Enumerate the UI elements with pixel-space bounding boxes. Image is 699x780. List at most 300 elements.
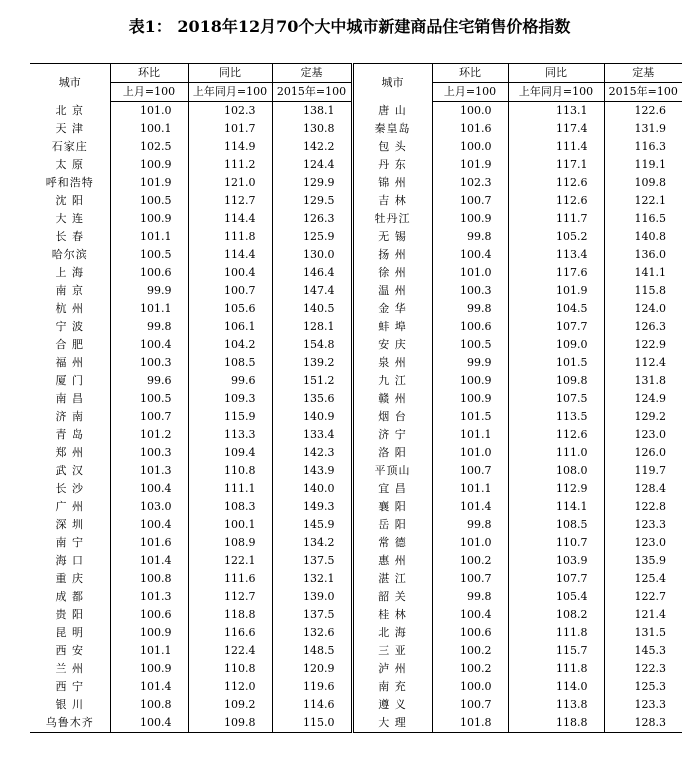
- yoy-cell: 107.7: [508, 318, 604, 336]
- mom-cell: 100.7: [432, 192, 508, 210]
- base-cell: 122.9: [634, 338, 666, 351]
- mom-cell: 101.4: [110, 678, 188, 696]
- mom-cell: 100.2: [432, 660, 508, 678]
- yoy-cell: 109.8: [188, 714, 272, 733]
- base-cell: 138.1: [272, 102, 352, 121]
- city-cell: 太 原: [30, 156, 110, 174]
- mom-cell: 100.3: [110, 444, 188, 462]
- table-row: [30, 606, 682, 624]
- col-city-header-left: 城市: [30, 64, 110, 102]
- mom-cell: 99.9: [432, 354, 508, 372]
- yoy-cell: 111.2: [188, 156, 272, 174]
- mom-cell: 100.3: [110, 354, 188, 372]
- mom-cell: 100.9: [110, 156, 188, 174]
- table-row: [30, 588, 682, 606]
- city-cell: 西 宁: [30, 678, 110, 696]
- mom-cell: 100.7: [432, 696, 508, 714]
- mom-cell: 101.6: [110, 534, 188, 552]
- col-mom-sub-left: 上月=100: [110, 83, 188, 102]
- col-base-header-left: 定基: [272, 64, 352, 83]
- city-cell: 九 江: [352, 372, 432, 390]
- yoy-cell: 118.8: [188, 606, 272, 624]
- yoy-cell: 117.1: [508, 156, 604, 174]
- table-row: [30, 174, 682, 192]
- yoy-cell: 105.2: [508, 228, 604, 246]
- yoy-cell: 110.8: [188, 462, 272, 480]
- mom-cell: 99.8: [432, 300, 508, 318]
- city-cell: 惠 州: [352, 552, 432, 570]
- table-row: [30, 696, 682, 714]
- mom-cell: 100.0: [432, 138, 508, 156]
- table-row: [30, 318, 682, 336]
- mom-cell: 100.4: [110, 714, 188, 733]
- yoy-cell: 113.1: [508, 102, 604, 121]
- mom-cell: 100.6: [432, 624, 508, 642]
- mom-cell: 100.4: [110, 480, 188, 498]
- mom-cell: 101.1: [110, 642, 188, 660]
- yoy-cell: 106.1: [188, 318, 272, 336]
- city-cell: 济 宁: [352, 426, 432, 444]
- mom-cell: 100.8: [110, 696, 188, 714]
- base-cell: 130.0: [272, 246, 352, 264]
- base-cell: 128.3: [604, 714, 682, 733]
- yoy-cell: 111.4: [508, 138, 604, 156]
- table-row: [30, 192, 682, 210]
- mom-cell: 100.9: [110, 624, 188, 642]
- yoy-cell: 112.7: [188, 588, 272, 606]
- mom-cell: 101.3: [110, 462, 188, 480]
- base-cell: 133.4: [272, 426, 352, 444]
- yoy-cell: 100.1: [188, 516, 272, 534]
- col-base-header-right: 定基: [604, 64, 682, 83]
- table-row: [30, 444, 682, 462]
- mom-cell: 100.1: [110, 120, 188, 138]
- yoy-cell: 109.8: [508, 372, 604, 390]
- base-cell: 135.6: [272, 390, 352, 408]
- base-cell: 124.4: [272, 156, 352, 174]
- city-cell: 长 沙: [30, 480, 110, 498]
- yoy-cell: 107.5: [508, 390, 604, 408]
- city-cell: 乌鲁木齐: [30, 714, 110, 733]
- base-cell: 109.8: [634, 176, 666, 189]
- yoy-cell: 100.4: [188, 264, 272, 282]
- city-cell: 昆 明: [30, 624, 110, 642]
- yoy-cell: 99.6: [188, 372, 272, 390]
- base-cell: 142.2: [272, 138, 352, 156]
- mom-cell: 101.4: [110, 552, 188, 570]
- city-cell: 平顶山: [352, 462, 432, 480]
- city-cell: 北 海: [352, 624, 432, 642]
- mom-cell: 101.0: [432, 264, 508, 282]
- city-cell: 海 口: [30, 552, 110, 570]
- city-cell: 兰 州: [30, 660, 110, 678]
- city-cell: 青 岛: [30, 426, 110, 444]
- col-yoy-header-right: 同比: [508, 64, 604, 83]
- mom-cell: 100.4: [432, 606, 508, 624]
- mom-cell: 101.3: [110, 588, 188, 606]
- mom-cell: 101.2: [110, 426, 188, 444]
- city-cell: 洛 阳: [352, 444, 432, 462]
- base-cell: 129.5: [272, 192, 352, 210]
- table-row: [30, 282, 682, 300]
- city-cell: 西 安: [30, 642, 110, 660]
- page-title: 表1： 2018年12月70个大中城市新建商品住宅销售价格指数: [128, 17, 571, 36]
- yoy-cell: 108.5: [508, 516, 604, 534]
- yoy-cell: 115.9: [188, 408, 272, 426]
- yoy-cell: 111.8: [188, 228, 272, 246]
- table-row: [30, 300, 682, 318]
- city-cell: 锦 州: [352, 174, 432, 192]
- base-cell: 122.1: [634, 194, 666, 207]
- base-cell: 125.3: [634, 680, 666, 693]
- mom-cell: 101.0: [110, 102, 188, 121]
- table-body: [30, 102, 682, 733]
- table-row: [30, 210, 682, 228]
- mom-cell: 99.9: [110, 282, 188, 300]
- city-cell: 厦 门: [30, 372, 110, 390]
- city-cell: 北 京: [30, 102, 110, 121]
- yoy-cell: 115.7: [508, 642, 604, 660]
- table-row: [30, 498, 682, 516]
- yoy-cell: 122.4: [188, 642, 272, 660]
- mom-cell: 99.8: [432, 228, 508, 246]
- yoy-cell: 101.9: [508, 282, 604, 300]
- mom-cell: 101.6: [432, 120, 508, 138]
- yoy-cell: 112.9: [508, 480, 604, 498]
- base-cell: 119.7: [634, 464, 666, 477]
- base-cell: 140.5: [272, 300, 352, 318]
- yoy-cell: 112.6: [508, 174, 604, 192]
- mom-cell: 100.4: [432, 246, 508, 264]
- city-cell: 宜 昌: [352, 480, 432, 498]
- table-row: [30, 246, 682, 264]
- yoy-cell: 109.3: [188, 390, 272, 408]
- city-cell: 岳 阳: [352, 516, 432, 534]
- table-row: [30, 390, 682, 408]
- yoy-cell: 102.3: [188, 102, 272, 121]
- yoy-cell: 113.3: [188, 426, 272, 444]
- yoy-cell: 113.8: [508, 696, 604, 714]
- city-cell: 合 肥: [30, 336, 110, 354]
- yoy-cell: 108.3: [188, 498, 272, 516]
- city-cell: 长 春: [30, 228, 110, 246]
- city-cell: 安 庆: [352, 336, 432, 354]
- city-cell: 银 川: [30, 696, 110, 714]
- base-cell: 123.0: [634, 536, 666, 549]
- table-row: [30, 426, 682, 444]
- city-cell: 广 州: [30, 498, 110, 516]
- base-cell: 121.4: [634, 608, 666, 621]
- base-cell: 123.3: [634, 698, 666, 711]
- city-cell: 南 昌: [30, 390, 110, 408]
- yoy-cell: 112.6: [508, 426, 604, 444]
- base-cell: 129.9: [272, 174, 352, 192]
- table-row: [30, 552, 682, 570]
- mom-cell: 100.6: [432, 318, 508, 336]
- city-cell: 南 京: [30, 282, 110, 300]
- table-row: [30, 354, 682, 372]
- yoy-cell: 108.2: [508, 606, 604, 624]
- base-cell: 136.0: [634, 248, 666, 261]
- mom-cell: 100.5: [432, 336, 508, 354]
- yoy-cell: 101.7: [188, 120, 272, 138]
- base-cell: 123.3: [634, 518, 666, 531]
- mom-cell: 100.4: [110, 516, 188, 534]
- mom-cell: 100.9: [432, 372, 508, 390]
- mom-cell: 99.8: [432, 516, 508, 534]
- yoy-cell: 116.6: [188, 624, 272, 642]
- base-cell: 114.6: [272, 696, 352, 714]
- yoy-cell: 111.7: [508, 210, 604, 228]
- base-cell: 116.5: [634, 212, 666, 225]
- city-cell: 温 州: [352, 282, 432, 300]
- table-row: [30, 714, 682, 733]
- col-mom-header-right: 环比: [432, 64, 508, 83]
- yoy-cell: 122.1: [188, 552, 272, 570]
- base-cell: 132.6: [272, 624, 352, 642]
- mom-cell: 100.5: [110, 246, 188, 264]
- base-cell: 137.5: [272, 606, 352, 624]
- mom-cell: 101.1: [432, 426, 508, 444]
- mom-cell: 100.0: [432, 102, 508, 121]
- yoy-cell: 103.9: [508, 552, 604, 570]
- yoy-cell: 108.5: [188, 354, 272, 372]
- base-cell: 120.9: [272, 660, 352, 678]
- yoy-cell: 121.0: [188, 174, 272, 192]
- city-cell: 三 亚: [352, 642, 432, 660]
- col-mom-sub-right: 上月=100: [432, 83, 508, 102]
- city-cell: 泉 州: [352, 354, 432, 372]
- yoy-cell: 108.9: [188, 534, 272, 552]
- yoy-cell: 109.2: [188, 696, 272, 714]
- table-row: [30, 480, 682, 498]
- yoy-cell: 113.4: [508, 246, 604, 264]
- mom-cell: 101.0: [432, 444, 508, 462]
- city-cell: 武 汉: [30, 462, 110, 480]
- yoy-cell: 100.7: [188, 282, 272, 300]
- city-cell: 襄 阳: [352, 498, 432, 516]
- mom-cell: 100.3: [432, 282, 508, 300]
- base-cell: 154.8: [272, 336, 352, 354]
- base-cell: 112.4: [634, 356, 666, 369]
- base-cell: 137.5: [272, 552, 352, 570]
- table-row: [30, 372, 682, 390]
- base-cell: 139.2: [272, 354, 352, 372]
- yoy-cell: 105.6: [188, 300, 272, 318]
- yoy-cell: 104.2: [188, 336, 272, 354]
- city-cell: 南 充: [352, 678, 432, 696]
- city-cell: 济 南: [30, 408, 110, 426]
- base-cell: 140.8: [634, 230, 666, 243]
- yoy-cell: 104.5: [508, 300, 604, 318]
- base-cell: 129.2: [634, 410, 666, 423]
- city-cell: 湛 江: [352, 570, 432, 588]
- base-cell: 131.9: [634, 122, 666, 135]
- city-cell: 赣 州: [352, 390, 432, 408]
- mom-cell: 100.6: [110, 606, 188, 624]
- mom-cell: 100.9: [110, 660, 188, 678]
- city-cell: 蚌 埠: [352, 318, 432, 336]
- city-cell: 石家庄: [30, 138, 110, 156]
- yoy-cell: 114.1: [508, 498, 604, 516]
- base-cell: 131.8: [634, 374, 666, 387]
- city-cell: 杭 州: [30, 300, 110, 318]
- mom-cell: 100.7: [110, 408, 188, 426]
- city-cell: 宁 波: [30, 318, 110, 336]
- base-cell: 128.1: [272, 318, 352, 336]
- base-cell: 141.1: [634, 266, 666, 279]
- col-base-sub-right: 2015年=100: [604, 83, 682, 102]
- table-row: [30, 408, 682, 426]
- base-cell: 128.4: [634, 482, 666, 495]
- col-mom-header-left: 环比: [110, 64, 188, 83]
- mom-cell: 100.7: [432, 462, 508, 480]
- mom-cell: 102.5: [110, 138, 188, 156]
- base-cell: 130.8: [272, 120, 352, 138]
- col-city-header-right: 城市: [352, 64, 432, 102]
- mom-cell: 100.5: [110, 390, 188, 408]
- mom-cell: 101.4: [432, 498, 508, 516]
- table-row: [30, 336, 682, 354]
- base-cell: 145.9: [272, 516, 352, 534]
- mom-cell: 103.0: [110, 498, 188, 516]
- table-row: [30, 660, 682, 678]
- base-cell: 131.5: [634, 626, 666, 639]
- city-cell: 大 连: [30, 210, 110, 228]
- table-row: [30, 678, 682, 696]
- city-cell: 哈尔滨: [30, 246, 110, 264]
- col-yoy-sub-left: 上年同月=100: [188, 83, 272, 102]
- base-cell: 115.8: [634, 284, 666, 297]
- city-cell: 吉 林: [352, 192, 432, 210]
- base-cell: 126.3: [272, 210, 352, 228]
- mom-cell: 99.8: [110, 318, 188, 336]
- table-row: [30, 624, 682, 642]
- base-cell: 119.6: [272, 678, 352, 696]
- yoy-cell: 111.6: [188, 570, 272, 588]
- city-cell: 深 圳: [30, 516, 110, 534]
- base-cell: 146.4: [272, 264, 352, 282]
- table-row: [30, 570, 682, 588]
- price-index-table: [30, 63, 682, 733]
- city-cell: 沈 阳: [30, 192, 110, 210]
- city-cell: 贵 阳: [30, 606, 110, 624]
- yoy-cell: 114.4: [188, 210, 272, 228]
- mom-cell: 101.5: [432, 408, 508, 426]
- table-row: [30, 534, 682, 552]
- city-cell: 桂 林: [352, 606, 432, 624]
- base-cell: 140.9: [272, 408, 352, 426]
- yoy-cell: 117.6: [508, 264, 604, 282]
- base-cell: 140.0: [272, 480, 352, 498]
- mom-cell: 101.8: [432, 714, 508, 733]
- base-cell: 124.0: [634, 302, 666, 315]
- table-row: [30, 120, 682, 138]
- city-cell: 遵 义: [352, 696, 432, 714]
- city-cell: 大 理: [352, 714, 432, 733]
- mom-cell: 101.9: [432, 156, 508, 174]
- yoy-cell: 109.0: [508, 336, 604, 354]
- mom-cell: 100.9: [432, 390, 508, 408]
- base-cell: 116.3: [634, 140, 666, 153]
- mom-cell: 101.1: [432, 480, 508, 498]
- yoy-cell: 114.0: [508, 678, 604, 696]
- base-cell: 119.1: [634, 158, 666, 171]
- city-cell: 徐 州: [352, 264, 432, 282]
- header-row-top: [30, 64, 682, 83]
- table-row: [30, 516, 682, 534]
- city-cell: 天 津: [30, 120, 110, 138]
- mom-cell: 101.1: [110, 300, 188, 318]
- mom-cell: 100.9: [432, 210, 508, 228]
- col-yoy-sub-right: 上年同月=100: [508, 83, 604, 102]
- yoy-cell: 114.4: [188, 246, 272, 264]
- mom-cell: 100.2: [432, 642, 508, 660]
- base-cell: 126.3: [634, 320, 666, 333]
- base-cell: 126.0: [634, 446, 666, 459]
- base-cell: 135.9: [634, 554, 666, 567]
- mom-cell: 101.1: [110, 228, 188, 246]
- city-cell: 烟 台: [352, 408, 432, 426]
- city-cell: 牡丹江: [352, 210, 432, 228]
- base-cell: 143.9: [272, 462, 352, 480]
- mom-cell: 101.0: [432, 534, 508, 552]
- base-cell: 125.4: [634, 572, 666, 585]
- city-cell: 成 都: [30, 588, 110, 606]
- city-cell: 秦皇岛: [352, 120, 432, 138]
- yoy-cell: 108.0: [508, 462, 604, 480]
- city-cell: 福 州: [30, 354, 110, 372]
- table-row: [30, 156, 682, 174]
- table-row: [30, 264, 682, 282]
- yoy-cell: 111.8: [508, 660, 604, 678]
- mom-cell: 100.7: [432, 570, 508, 588]
- city-cell: 郑 州: [30, 444, 110, 462]
- city-cell: 扬 州: [352, 246, 432, 264]
- base-cell: 132.1: [272, 570, 352, 588]
- table-row: [30, 228, 682, 246]
- yoy-cell: 101.5: [508, 354, 604, 372]
- yoy-cell: 111.1: [188, 480, 272, 498]
- base-cell: 122.7: [634, 590, 666, 603]
- city-cell: 常 德: [352, 534, 432, 552]
- yoy-cell: 117.4: [508, 120, 604, 138]
- city-cell: 南 宁: [30, 534, 110, 552]
- yoy-cell: 113.5: [508, 408, 604, 426]
- city-cell: 丹 东: [352, 156, 432, 174]
- base-cell: 122.8: [634, 500, 666, 513]
- base-cell: 145.3: [634, 644, 666, 657]
- mom-cell: 99.8: [432, 588, 508, 606]
- yoy-cell: 107.7: [508, 570, 604, 588]
- yoy-cell: 112.6: [508, 192, 604, 210]
- base-cell: 122.6: [634, 104, 666, 117]
- city-cell: 无 锡: [352, 228, 432, 246]
- city-cell: 泸 州: [352, 660, 432, 678]
- col-yoy-header-left: 同比: [188, 64, 272, 83]
- yoy-cell: 118.8: [508, 714, 604, 733]
- base-cell: 123.0: [634, 428, 666, 441]
- city-cell: 包 头: [352, 138, 432, 156]
- mom-cell: 100.8: [110, 570, 188, 588]
- base-cell: 122.3: [634, 662, 666, 675]
- yoy-cell: 105.4: [508, 588, 604, 606]
- city-cell: 韶 关: [352, 588, 432, 606]
- table-row: [30, 138, 682, 156]
- base-cell: 148.5: [272, 642, 352, 660]
- mom-cell: 100.6: [110, 264, 188, 282]
- base-cell: 139.0: [272, 588, 352, 606]
